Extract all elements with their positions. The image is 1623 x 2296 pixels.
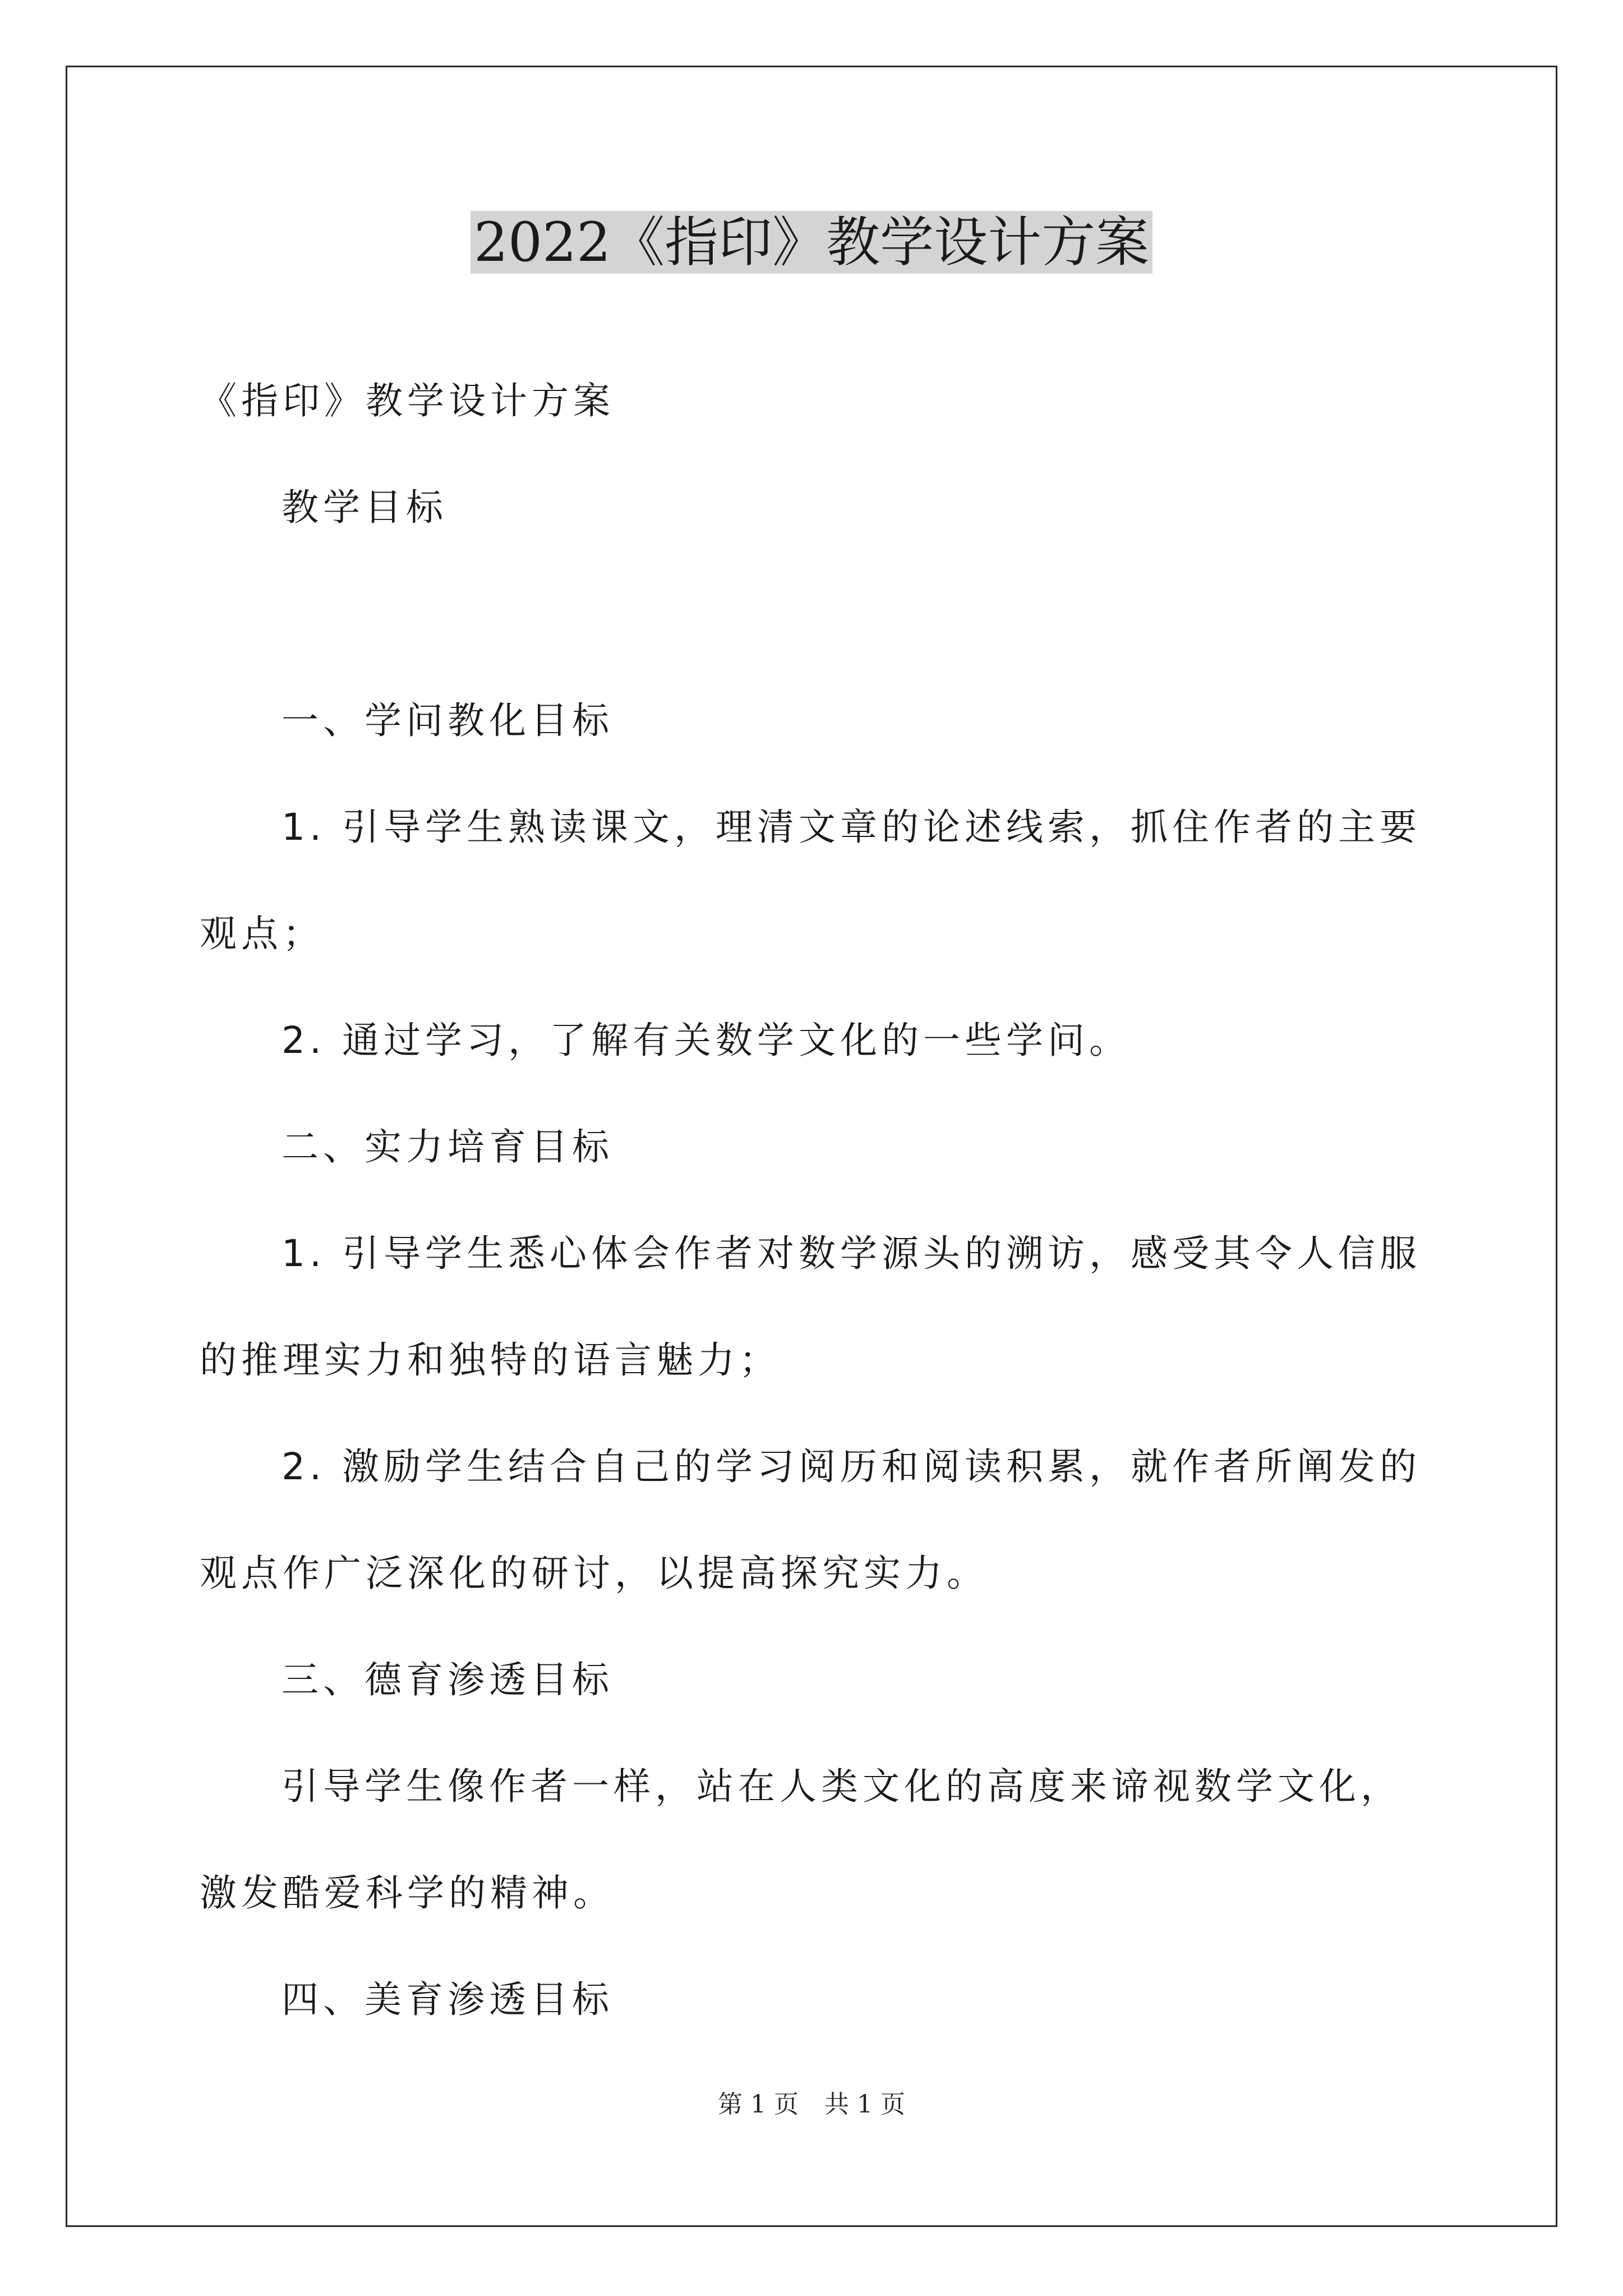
paragraph-item-2-1: 1. 引导学生悉心体会作者对数学源头的溯访，感受其令人信服的推理实力和独特的语言魅力；	[200, 1232, 1421, 1382]
page-total: 共 1 页	[824, 2090, 905, 2119]
paragraph-section-3: 三、德育渗透目标	[282, 1658, 614, 1701]
paragraph-section-4: 四、美育渗透目标	[282, 1978, 614, 2021]
paragraph-subtitle: 《指印》教学设计方案	[200, 379, 615, 422]
page-footer	[0, 2088, 1623, 2122]
document-body	[200, 348, 1428, 2053]
paragraph-section-1: 一、学问教化目标	[282, 699, 614, 742]
paragraph-item-3: 引导学生像作者一样，站在人类文化的高度来谛视数学文化，激发酷爱科学的精神。	[200, 1765, 1402, 1915]
paragraph-item-1-2: 2. 通过学习，了解有关数学文化的一些学问。	[282, 1019, 1131, 1062]
page-number: 第 1 页	[718, 2090, 799, 2119]
document-title-text: 2022《指印》教学设计方案	[471, 211, 1152, 274]
paragraph-section-2: 二、实力培育目标	[282, 1125, 614, 1168]
paragraph-heading-objectives: 教学目标	[282, 486, 448, 529]
paragraph-item-2-2: 2. 激励学生结合自己的学习阅历和阅读积累，就作者所阐发的观点作广泛深化的研讨，以提高探究实力。	[200, 1445, 1421, 1595]
paragraph-item-1-1: 1. 引导学生熟读课文，理清文章的论述线索，抓住作者的主要观点；	[200, 806, 1421, 955]
document-title	[0, 203, 1623, 282]
blank-line	[200, 561, 1428, 668]
